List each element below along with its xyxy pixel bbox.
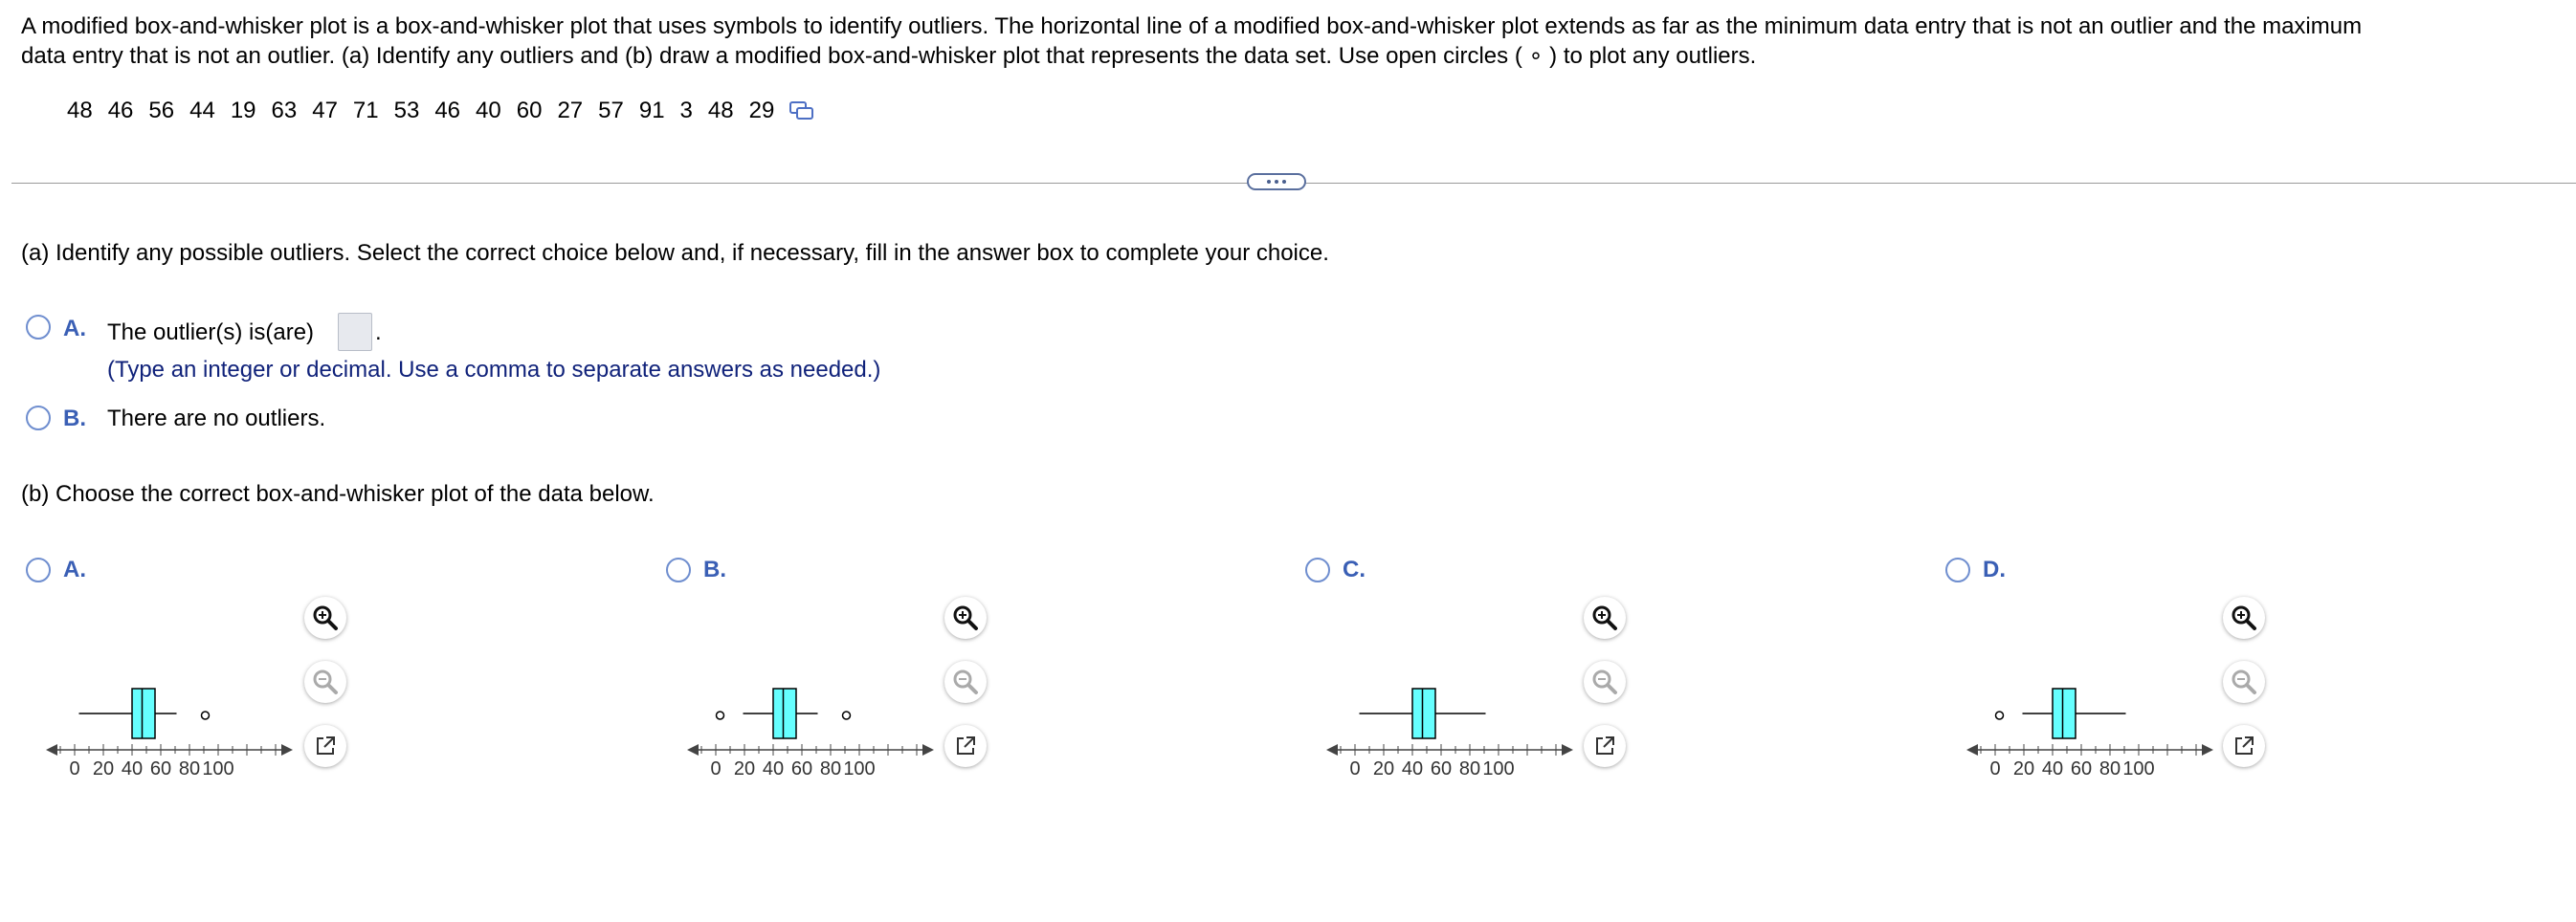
part-a-choice-b-text: There are no outliers. <box>107 406 326 431</box>
axis-tick-label: 0 <box>69 758 80 779</box>
axis-tick-label: 0 <box>710 758 722 779</box>
data-value: 60 <box>516 98 543 123</box>
zoom-in-icon[interactable] <box>1584 597 1626 639</box>
axis-tick-label: 20 <box>92 758 115 779</box>
data-value: 71 <box>352 98 379 123</box>
data-value: 27 <box>557 98 584 123</box>
outlier-point <box>843 712 851 719</box>
zoom-in-icon[interactable] <box>304 597 346 639</box>
axis-tick-label: 60 <box>149 758 172 779</box>
outlier-point <box>717 712 724 719</box>
part-a-prompt: (a) Identify any possible outliers. Select the correct choice below and, if necessary, fill in the answer box to complete your choice. <box>21 240 1329 266</box>
axis-arrow-left <box>1326 744 1338 756</box>
data-value: 46 <box>434 98 461 123</box>
part-a-choice-a-text: The outlier(s) is(are) <box>107 319 315 345</box>
part-b-option-c-letter: C. <box>1343 557 1366 582</box>
axis-tick-label: 40 <box>121 758 144 779</box>
axis-tick-label: 20 <box>733 758 756 779</box>
axis-tick-label: 60 <box>1430 758 1453 779</box>
outlier-answer-input[interactable] <box>338 313 372 351</box>
part-b-option-b-letter: B. <box>703 557 726 582</box>
data-value: 46 <box>107 98 134 123</box>
pop-out-icon[interactable] <box>2223 725 2265 767</box>
problem-intro-line-1: A modified box-and-whisker plot is a box-and-whisker plot that uses symbols to identify outliers. The horizontal line of a modified box-and-whisker plot extends as far as the minimum data entry that is not an outlier and the maximum <box>21 13 2363 39</box>
axis-tick-label: 100 <box>843 758 876 779</box>
problem-statement <box>21 11 2557 71</box>
axis-tick-label: 0 <box>1349 758 1361 779</box>
data-value: 19 <box>230 98 256 123</box>
boxplot-option-d <box>1959 660 2227 784</box>
data-value: 48 <box>67 98 93 123</box>
dot <box>1267 180 1271 184</box>
data-value: 56 <box>148 98 175 123</box>
zoom-out-icon[interactable] <box>304 661 346 703</box>
outlier-point <box>202 712 210 719</box>
data-value: 48 <box>707 98 734 123</box>
data-value: 40 <box>476 98 501 123</box>
part-a-choice-a-radio[interactable] <box>26 315 51 340</box>
dot <box>1275 180 1278 184</box>
part-b-option-c-radio[interactable] <box>1305 558 1330 582</box>
axis-tick-label: 100 <box>2122 758 2155 779</box>
zoom-out-icon[interactable] <box>2223 661 2265 703</box>
iqr-box <box>773 689 796 738</box>
pop-out-icon[interactable] <box>1584 725 1626 767</box>
axis-tick-label: 80 <box>1458 758 1481 779</box>
boxplot-option-c <box>1319 660 1587 784</box>
copy-data-icon[interactable] <box>788 99 816 122</box>
pop-out-icon[interactable] <box>304 725 346 767</box>
data-value: 44 <box>189 98 215 123</box>
axis-arrow-right <box>922 744 934 756</box>
zoom-out-icon[interactable] <box>1584 661 1626 703</box>
axis-arrow-left <box>687 744 699 756</box>
data-value: 47 <box>312 98 338 123</box>
part-b-option-d-radio[interactable] <box>1945 558 1970 582</box>
part-a-choice-b-letter: B. <box>63 406 86 431</box>
part-b-option-d-letter: D. <box>1983 557 2006 582</box>
part-b-option-b-radio[interactable] <box>666 558 691 582</box>
data-value: 57 <box>598 98 624 123</box>
axis-tick-label: 80 <box>819 758 842 779</box>
axis-arrow-left <box>46 744 57 756</box>
outlier-point <box>1996 712 2004 719</box>
data-value: 29 <box>748 98 775 123</box>
axis-arrow-left <box>1966 744 1978 756</box>
data-value: 3 <box>679 98 693 123</box>
zoom-out-icon[interactable] <box>944 661 987 703</box>
pop-out-icon[interactable] <box>944 725 987 767</box>
axis-tick-label: 20 <box>2012 758 2035 779</box>
part-b-option-a-letter: A. <box>63 557 86 582</box>
part-a-choice-a-letter: A. <box>63 316 86 341</box>
boxplot-option-a <box>38 660 306 784</box>
part-a-choice-b-radio[interactable] <box>26 406 51 430</box>
part-b-prompt: (b) Choose the correct box-and-whisker plot of the data below. <box>21 481 655 507</box>
axis-tick-label: 80 <box>2099 758 2121 779</box>
data-set <box>67 98 816 124</box>
axis-tick-label: 60 <box>790 758 813 779</box>
zoom-in-icon[interactable] <box>944 597 987 639</box>
axis-tick-label: 100 <box>202 758 234 779</box>
axis-tick-label: 40 <box>1401 758 1424 779</box>
data-value: 63 <box>271 98 298 123</box>
iqr-box <box>132 689 155 738</box>
axis-tick-label: 60 <box>2070 758 2093 779</box>
axis-arrow-right <box>2202 744 2213 756</box>
boxplot-option-b <box>679 660 947 784</box>
expand-handle[interactable] <box>1247 173 1306 190</box>
axis-tick-label: 100 <box>1482 758 1515 779</box>
data-value: 53 <box>393 98 420 123</box>
axis-tick-label: 0 <box>1989 758 2001 779</box>
answer-format-hint: (Type an integer or decimal. Use a comma to separate answers as needed.) <box>107 357 881 383</box>
axis-arrow-right <box>281 744 293 756</box>
dot <box>1282 180 1286 184</box>
axis-arrow-right <box>1562 744 1573 756</box>
axis-tick-label: 80 <box>178 758 201 779</box>
zoom-in-icon[interactable] <box>2223 597 2265 639</box>
axis-tick-label: 20 <box>1372 758 1395 779</box>
axis-tick-label: 40 <box>762 758 785 779</box>
problem-intro-line-2: data entry that is not an outlier. (a) Identify any outliers and (b) draw a modified box-and-whisker plot that represents the data set. Use open circles ( ∘ ) to plot any outliers. <box>21 43 1757 69</box>
iqr-box <box>2053 689 2076 738</box>
iqr-box <box>1412 689 1435 738</box>
data-value: 91 <box>638 98 665 123</box>
part-b-option-a-radio[interactable] <box>26 558 51 582</box>
answer-period: . <box>375 319 382 345</box>
axis-tick-label: 40 <box>2041 758 2064 779</box>
